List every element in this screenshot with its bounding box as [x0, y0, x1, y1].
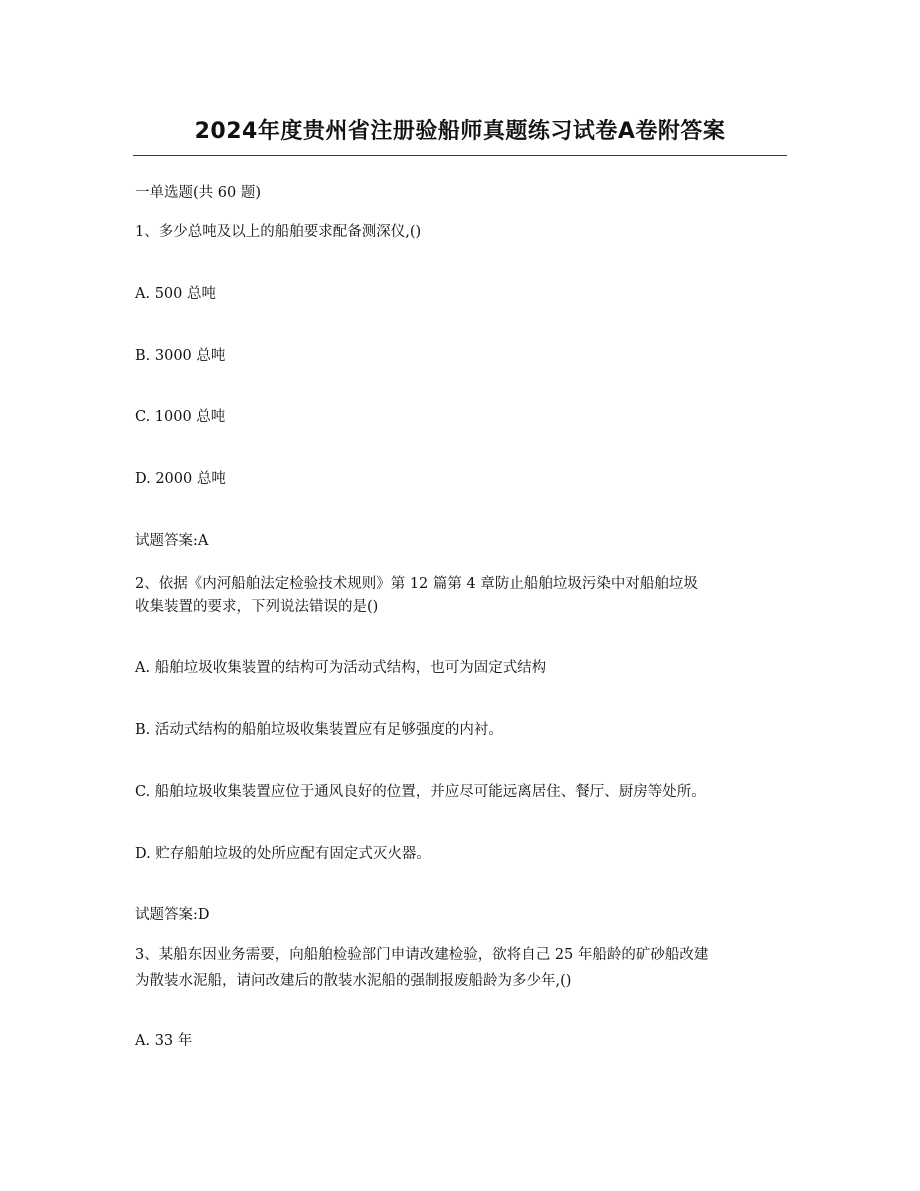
question-2-option-a: A. 船舶垃圾收集装置的结构可为活动式结构，也可为固定式结构	[135, 660, 547, 676]
question-3-stem-line-2: 为散装水泥船，请问改建后的散装水泥船的强制报废船龄为多少年,()	[135, 973, 572, 989]
question-3-stem-line-1: 3、某船东因业务需要，向船舶检验部门申请改建检验，欲将自己 25 年船龄的矿砂船改建	[135, 947, 709, 963]
question-1-option-a: A. 500 总吨	[135, 286, 216, 302]
question-1-option-b: B. 3000 总吨	[135, 348, 226, 364]
question-1-option-c: C. 1000 总吨	[135, 409, 226, 425]
title-rule	[133, 155, 787, 156]
question-2-option-b: B. 活动式结构的船舶垃圾收集装置应有足够强度的内衬。	[135, 722, 503, 738]
question-2-option-c: C. 船舶垃圾收集装置应位于通风良好的位置，并应尽可能远离居住、餐厅、厨房等处所。	[135, 784, 706, 800]
question-2-answer: 试题答案:D	[135, 907, 210, 923]
question-2-stem-line-2: 收集装置的要求，下列说法错误的是()	[135, 599, 379, 615]
question-2-option-d: D. 贮存船舶垃圾的处所应配有固定式灭火器。	[135, 846, 431, 862]
question-3-option-a: A. 33 年	[135, 1033, 193, 1049]
question-1-option-d: D. 2000 总吨	[135, 471, 226, 487]
section-heading: 一单选题(共 60 题)	[135, 185, 261, 201]
question-1-answer: 试题答案:A	[135, 533, 209, 549]
question-2-stem-line-1: 2、依据《内河船舶法定检验技术规则》第 12 篇第 4 章防止船舶垃圾污染中对船舶垃圾	[135, 576, 698, 592]
question-1-stem: 1、多少总吨及以上的船舶要求配备测深仪,()	[135, 224, 422, 240]
page-title: 2024年度贵州省注册验船师真题练习试卷A卷附答案	[194, 119, 726, 144]
